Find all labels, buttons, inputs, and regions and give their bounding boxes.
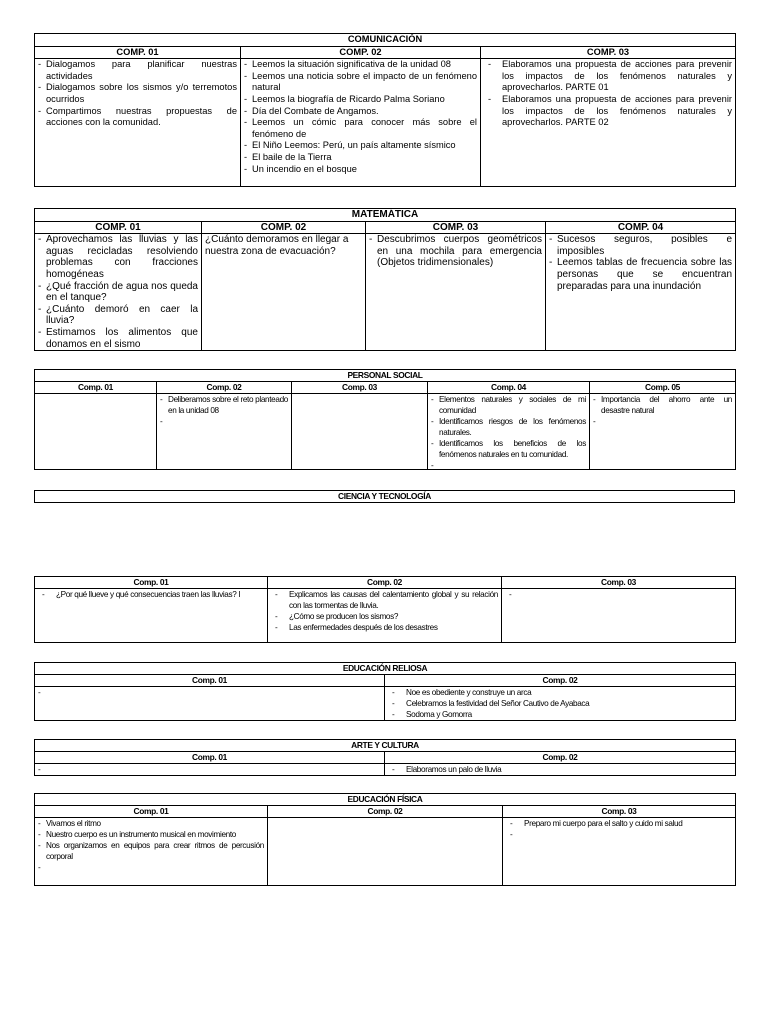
comp-03-header: COMP. 03 [481,46,736,59]
comp-01-cell [35,818,268,886]
comp-05-cell [590,394,736,470]
list-item: - Elaboramos una propuesta de acciones para prevenir los impactos de los fenómenos naturales y aprovecharlos. PARTE 01 [484,59,732,94]
list-item: - Vivamos el ritmo [38,818,264,829]
list-item: - El Niño Leemos: Perú, un país altamente sísmico [244,140,477,152]
arte-table [34,739,736,776]
ciencia-title-table [34,490,735,503]
matematica-table [34,208,736,351]
list-item: - Identificamos los beneficios de los fenómenos naturales en tu comunidad. [431,438,586,460]
comp-02-cell [157,394,292,470]
list-item: - El baile de la Tierra [244,152,477,164]
comp-01-header: Comp. 01 [35,806,268,818]
comp-03-header: Comp. 03 [502,577,736,589]
list-item: - Nuestro cuerpo es un instrumento musical en movimiento [38,829,264,840]
comp-05-header: Comp. 05 [590,382,736,394]
comp-01-header: COMP. 01 [35,221,202,234]
comp-01-header: Comp. 01 [35,675,385,687]
comp-01-cell [35,59,241,187]
list-item: - Deliberamos sobre el reto planteado en la unidad 08 [160,394,288,416]
activity-list [506,818,732,829]
list-item: - Identificamos riesgos de los fenómenos naturales. [431,416,586,438]
comp-03-header: Comp. 03 [503,806,736,818]
section-title: EDUCACIÓN FÍSICA [35,794,736,806]
comp-04-cell [546,234,736,351]
comp-02-cell [202,234,366,351]
activity-list [38,589,264,600]
list-item: - Celebramos la festividad del Señor Cautivo de Ayabaca [388,698,732,709]
comunicacion-table [34,33,736,187]
list-item: - Sodoma y Gomorra [388,709,732,720]
list-item: - Noe es obediente y construye un arca [388,687,732,698]
section-title: CIENCIA Y TECNOLOGÍA [35,491,735,503]
comp-03-cell [366,234,546,351]
list-item: - Las enfermedades después de los desastres [271,622,498,633]
comp-02-cell [385,687,736,721]
comp-01-header: Comp. 01 [35,382,157,394]
activity-list [38,818,264,862]
list-item: - Elaboramos un palo de lluvia [388,764,732,775]
personal-social-table [34,369,736,470]
list-item: - Un incendio en el bosque [244,164,477,176]
comp-04-header: Comp. 04 [428,382,590,394]
list-item: - Elaboramos una propuesta de acciones para prevenir los impactos de los fenómenos naturales y aprovecharlos. PARTE 02 [484,94,732,129]
comp-01-header: Comp. 01 [35,577,268,589]
comp-02-header: COMP. 02 [241,46,481,59]
activity-list [484,59,732,129]
list-item: - ¿Cómo se producen los sismos? [271,611,498,622]
comp-01-header: Comp. 01 [35,752,385,764]
religiosa-table [34,662,736,721]
list-item: - Explicamos las causas del calentamiento global y su relación con las tormentas de lluvia. [271,589,498,611]
list-item: - Importancia del ahorro ante un desastre natural [593,394,732,416]
comp-03-header: COMP. 03 [366,221,546,234]
fisica-table [34,793,736,886]
comp-02-cell [385,764,736,776]
section-title: ARTE Y CULTURA [35,740,736,752]
list-item: - Leemos la situación significativa de la unidad 08 [244,59,477,71]
list-item: - Compartimos nuestras propuestas de acciones con la comunidad. [38,106,237,129]
list-item: - Sucesos seguros, posibles e imposibles [549,234,732,257]
comp-01-cell [35,764,385,776]
comp-03-cell [481,59,736,187]
list-item: - Descubrimos cuerpos geométricos en una mochila para emergencia (Objetos tridimensionales) [369,234,542,269]
comp-01-cell [35,394,157,470]
list-item: - Aprovechamos las lluvias y las aguas recicladas resolviendo problemas con fracciones homogéneas [38,234,198,280]
activity-list [431,394,586,460]
activity-list [369,234,542,269]
activity-list [38,59,237,129]
section-title: MATEMÁTICA [35,209,736,222]
list-item: - ¿Cuánto demoró en caer la lluvia? [38,304,198,327]
ciencia-table [34,576,736,643]
comp-02-header: Comp. 02 [385,675,736,687]
comp-03-cell [503,818,736,886]
activity-list [549,234,732,292]
activity-list [593,394,732,416]
comp-03-header: Comp. 03 [292,382,428,394]
activity-list [388,687,732,720]
comp-02-header: Comp. 02 [268,577,502,589]
activity-list [271,589,498,633]
comp-04-header: COMP. 04 [546,221,736,234]
list-item: - Dialogamos sobre los sismos y/o terremotos ocurridos [38,82,237,105]
list-item: - Elementos naturales y sociales de mi comunidad [431,394,586,416]
comp-04-cell [428,394,590,470]
comp-03-cell [292,394,428,470]
comp-01-cell [35,589,268,643]
comp-02-cell [241,59,481,187]
activity-list [244,59,477,175]
list-item: - Leemos un cómic para conocer más sobre el fenómeno de [244,117,477,140]
list-item: - Dialogamos para planificar nuestras actividades [38,59,237,82]
list-item: - Preparo mi cuerpo para el salto y cuido mi salud [506,818,732,829]
comp-01-cell [35,687,385,721]
list-item: - Estimamos los alimentos que donamos en el sismo [38,327,198,350]
activity-list [388,764,732,775]
section-title: PERSONAL SOCIAL [35,370,736,382]
section-title: EDUCACIÓN RELIOSA [35,663,736,675]
comp-01-cell [35,234,202,351]
activity-list [38,234,198,350]
comp-03-cell [502,589,736,643]
comp-02-header: COMP. 02 [202,221,366,234]
comp-02-text: ¿Cuánto demoramos en llegar a nuestra zona de evacuación? [205,234,349,257]
comp-02-header: Comp. 02 [268,806,503,818]
list-item: - ¿Por qué llueve y qué consecuencias traen las lluvias? I [38,589,264,600]
comp-02-header: Comp. 02 [385,752,736,764]
activity-list [160,394,288,416]
comp-02-cell [268,589,502,643]
comp-02-cell [268,818,503,886]
list-item: - Leemos tablas de frecuencia sobre las personas que se encuentran preparadas para una inundación [549,257,732,292]
list-item: - Nos organizamos en equipos para crear ritmos de percusión corporal [38,840,264,862]
list-item: - ¿Qué fracción de agua nos queda en el tanque? [38,281,198,304]
list-item: - Leemos una noticia sobre el impacto de un fenómeno natural [244,71,477,94]
section-title: COMUNICACIÓN [35,34,736,47]
list-item: - Leemos la biografía de Ricardo Palma Soriano [244,94,477,106]
comp-02-header: Comp. 02 [157,382,292,394]
comp-01-header: COMP. 01 [35,46,241,59]
list-item: - Día del Combate de Angamos. [244,106,477,118]
